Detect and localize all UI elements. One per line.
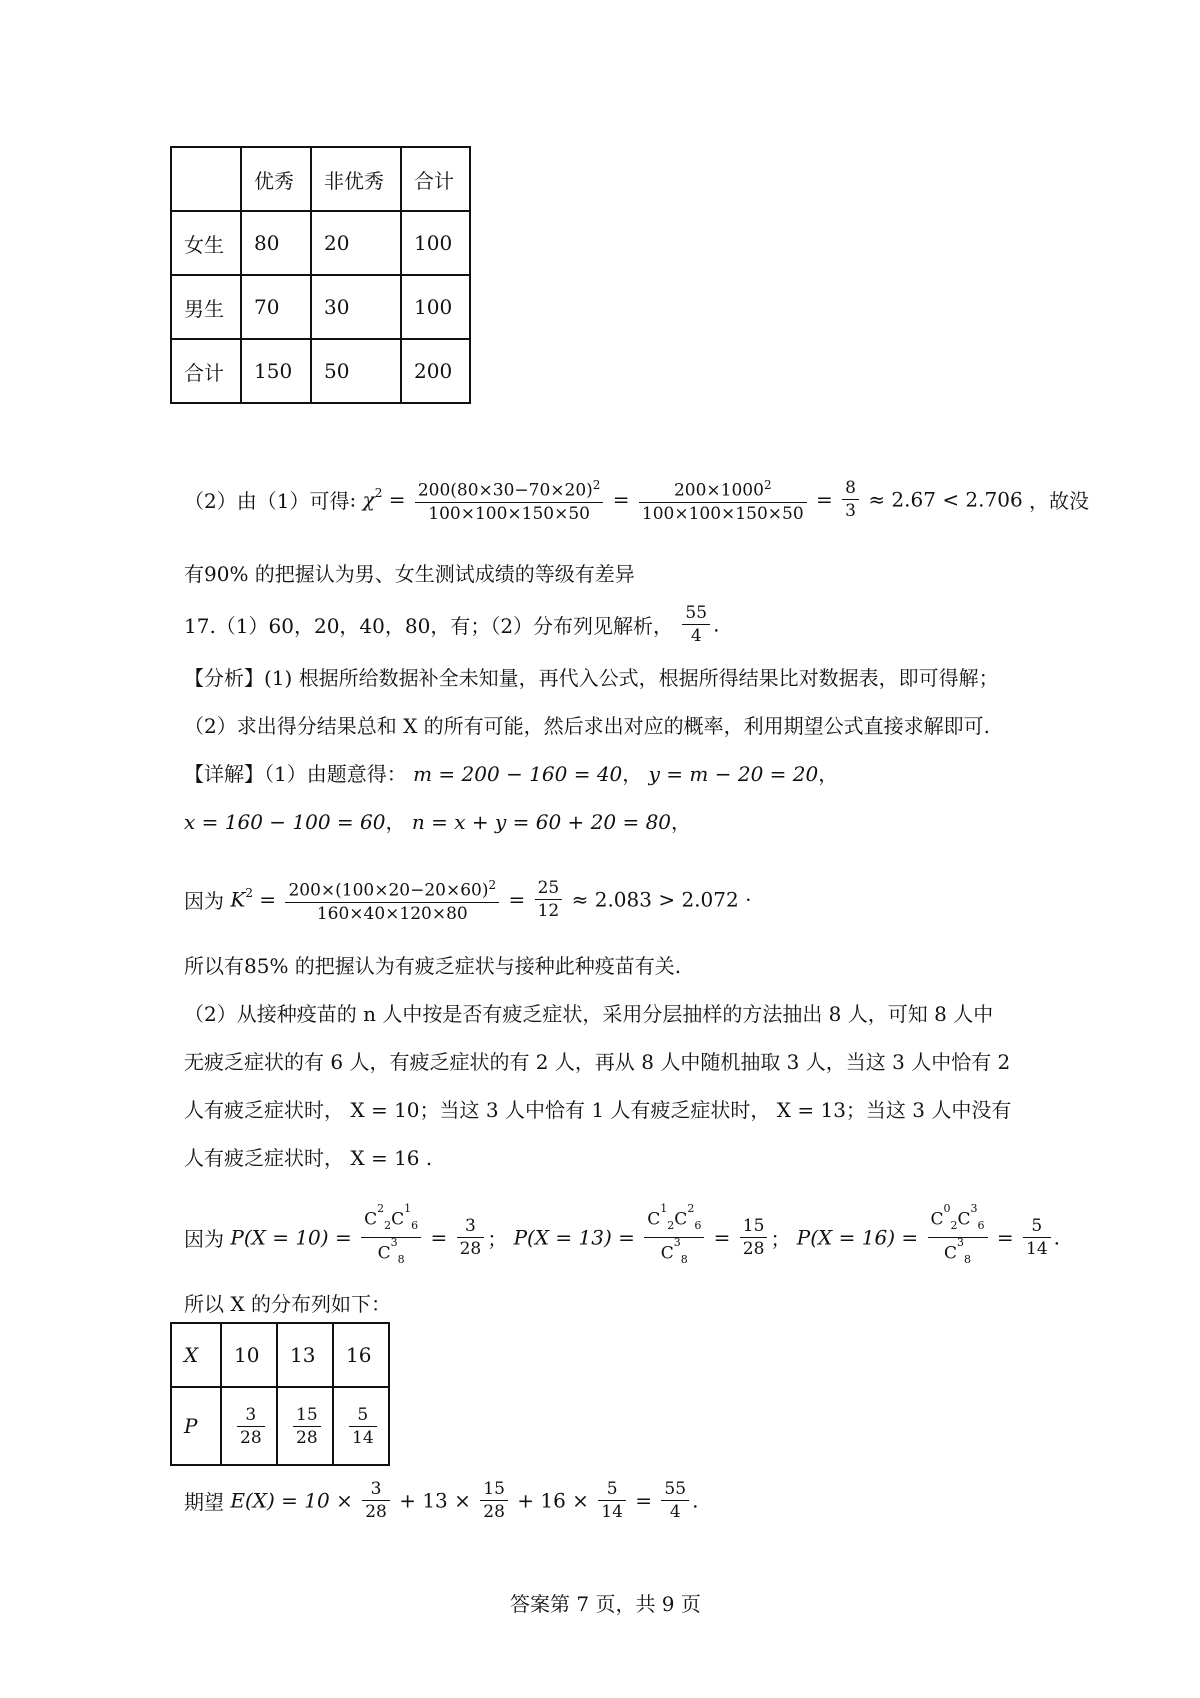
probability-line: 因为 P(X = 10) = $\frac{C^2_2C^1_6}{C^3_8}$ = $\frac{3}{28}$ ； P(X = 13) = $\frac{C^1_2C^2_6}{C^3_8}$ = $\frac{15}{28}$ ； P(X = 16) = $\frac{C^0_2C^3_6}{C^3_8}$ = $\frac{5}{14}$ . xyxy=(184,1202,1061,1267)
table-cell: 13 xyxy=(277,1323,333,1387)
part2-line-4: 人有疲乏症状时， X = 16 . xyxy=(184,1146,433,1170)
grade-contingency-table xyxy=(170,146,471,404)
analysis-line-2: （2）求出得分结果总和 X 的所有可能，然后求出对应的概率，利用期望公式直接求解即可. xyxy=(184,714,991,738)
chi-symbol: χ xyxy=(362,487,375,512)
p10-fraction: $\frac{3}{28}$ xyxy=(457,1215,485,1260)
table-cell: 合计 xyxy=(171,339,241,403)
distribution-intro: 所以 X 的分布列如下： xyxy=(184,1292,391,1316)
table-cell: 150 xyxy=(241,339,311,403)
table-header-cell: 非优秀 xyxy=(311,147,401,211)
detail-line-2: x = 160 − 100 = 60， n = x + y = 60 + 20 = 80， xyxy=(184,810,692,834)
table-cell: 男生 xyxy=(171,275,241,339)
chi-fraction-2: $\frac{200\times 1000^2}{100\times 100\times 150\times 50}$ xyxy=(639,474,807,525)
detail-line-1: 【详解】（1）由题意得： m = 200 − 160 = 40， y = m − 20 = 20， xyxy=(184,762,839,786)
table-cell: $\frac{5}{14}$ xyxy=(333,1387,389,1465)
table-header-cell xyxy=(171,147,241,211)
table-header-cell: 合计 xyxy=(401,147,470,211)
chi-fraction-1: $\frac{200(80\times 30-70\times 20)^2}{100\times 100\times 150\times 50}$ xyxy=(415,474,604,525)
table-cell: 50 xyxy=(311,339,401,403)
conclusion-line: 所以有85% 的把握认为有疲乏症状与接种此种疫苗有关. xyxy=(184,954,682,978)
analysis-line-1: 【分析】(1) 根据所给数据补全未知量，再代入公式，根据所得结果比对数据表，即可得解； xyxy=(184,666,999,690)
table-cell: $\frac{3}{28}$ xyxy=(221,1387,277,1465)
table-cell: 20 xyxy=(311,211,401,275)
table-cell: 10 xyxy=(221,1323,277,1387)
table-cell: 70 xyxy=(241,275,311,339)
k-square-line: 因为 $K^2$ = $\frac{200\times(100\times 20-20\times 60)^2}{160\times 40\times 120\times 80}$ = $\frac{25}{12}$ ≈ 2.083 > 2.072 · xyxy=(184,874,751,925)
part2-line-3: 人有疲乏症状时， X = 10；当这 3 人中恰有 1 人有疲乏症状时， X = 13；当这 3 人中没有 xyxy=(184,1098,1012,1122)
part2-conclusion: 有90% 的把握认为男、女生测试成绩的等级有差异 xyxy=(184,562,635,586)
expectation-line: 期望 E(X) = 10 × $\frac{3}{28}$ + 13 × $\frac{15}{28}$ + 16 × $\frac{5}{14}$ = $\frac{55}{4}$ . xyxy=(184,1479,699,1522)
table-cell: 16 xyxy=(333,1323,389,1387)
part2-line-1: （2）从接种疫苗的 n 人中按是否有疲乏症状，采用分层抽样的方法抽出 8 人，可知 8 人中 xyxy=(184,1002,994,1026)
part2-line-2: 无疲乏症状的有 6 人，有疲乏症状的有 2 人，再从 8 人中随机抽取 3 人，当这 3 人中恰有 2 xyxy=(184,1050,1011,1074)
k-square-value-fraction: $\frac{25}{12}$ xyxy=(535,877,563,922)
table-cell: 100 xyxy=(401,275,470,339)
chi-fraction-3: $\frac{8}{3}$ xyxy=(842,477,859,522)
table-cell: 80 xyxy=(241,211,311,275)
p16-fraction: $\frac{5}{14}$ xyxy=(1023,1215,1051,1260)
expectation-result: $\frac{55}{4}$ xyxy=(661,1478,689,1523)
table-cell: 女生 xyxy=(171,211,241,275)
part2-suffix: ，故没 xyxy=(1029,488,1090,513)
table-cell: X xyxy=(171,1323,221,1387)
k-square-fraction: $\frac{200\times(100\times 20-20\times 60)^2}{160\times 40\times 120\times 80}$ xyxy=(285,874,499,925)
distribution-table xyxy=(170,1322,390,1466)
table-header-cell: 优秀 xyxy=(241,147,311,211)
chi-approx: ≈ 2.67 < 2.706 xyxy=(868,487,1023,512)
table-cell: 200 xyxy=(401,339,470,403)
part2-prefix: （2）由（1）可得 xyxy=(184,488,350,513)
p13-fraction: $\frac{15}{28}$ xyxy=(740,1215,768,1260)
table-cell: P xyxy=(171,1387,221,1465)
q17-answer-fraction: $\frac{55}{4}$ xyxy=(682,602,710,647)
table-cell: $\frac{15}{28}$ xyxy=(277,1387,333,1465)
table-cell: 30 xyxy=(311,275,401,339)
chi-square-line: （2）由（1）可得: $\chi^2$ = $\frac{200(80\times 30-70\times 20)^2}{100\times 100\times 150\times 50}$ = $\frac{200\times 1000^2}{100\times 100\times 150\times 50}$ = $\frac{8}{3}$ ≈ 2.67 < 2.706 ，故没 xyxy=(184,474,1089,525)
page-footer: 答案第 7 页，共 9 页 xyxy=(510,1592,701,1616)
table-cell: 100 xyxy=(401,211,470,275)
q17-answer-line: 17.（1）60，20，40，80，有；（2）分布列见解析， $\frac{55}{4}$ . xyxy=(184,603,720,646)
